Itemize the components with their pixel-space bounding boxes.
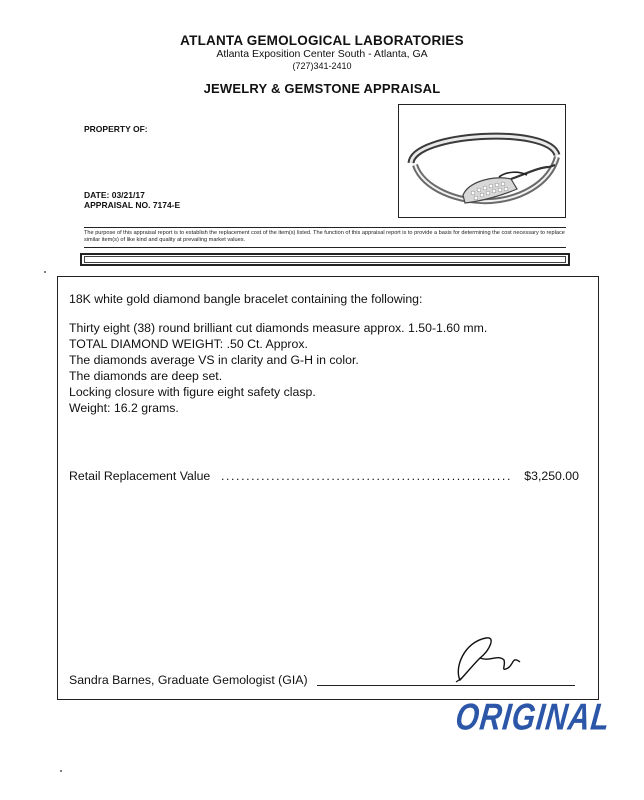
date-value: 03/21/17 [111, 190, 145, 200]
description-line: The diamonds are deep set. [69, 369, 223, 383]
document-title: JEWELRY & GEMSTONE APPRAISAL [203, 81, 441, 96]
bangle-bracelet-image [399, 105, 564, 216]
property-of-label: PROPERTY OF: [84, 124, 148, 134]
description-line: TOTAL DIAMOND WEIGHT: .50 Ct. Approx. [69, 337, 308, 351]
valuation-amount: $3,250.00 [524, 469, 579, 483]
appraisal-number-value: 7174-E [152, 200, 181, 210]
description-line: Locking closure with figure eight safety clasp. [69, 385, 316, 399]
date-line [84, 190, 145, 200]
description-line: Weight: 16.2 grams. [69, 401, 179, 415]
lab-phone: (727)341-2410 [292, 61, 352, 71]
purpose-statement: The purpose of this appraisal report is to establish the replacement cost of the item(s) listed. The function of this appraisal report is to provide a basis for determining the cost necessary to replace similar item(s) of like kind and quality at prevailing market values. [84, 230, 565, 243]
description-intro: 18K white gold diamond bangle bracelet containing the following: [69, 292, 423, 306]
divider-bar-inner [84, 256, 566, 263]
appraisal-number-label: APPRAISAL NO. [84, 200, 151, 210]
gemologist-name: Sandra Barnes, Graduate Gemologist (GIA) [69, 673, 308, 687]
description-line: Thirty eight (38) round brilliant cut diamonds measure approx. 1.50-1.60 mm. [69, 321, 488, 335]
description-line: The diamonds average VS in clarity and G-H in color. [69, 353, 359, 367]
lab-address: Atlanta Exposition Center South - Atlanta, GA [216, 48, 428, 60]
purpose-top-rule [84, 227, 566, 228]
scan-speck [44, 271, 46, 273]
item-photo [398, 104, 566, 218]
valuation-leader-dots: .......................................................... [221, 469, 512, 483]
scan-speck [60, 770, 62, 772]
handwritten-signature [450, 632, 530, 684]
valuation-label: Retail Replacement Value [69, 469, 211, 483]
appraisal-number-line [84, 200, 180, 210]
purpose-bottom-rule [84, 247, 566, 248]
signature-line [317, 685, 575, 686]
date-label: DATE: [84, 190, 110, 200]
original-stamp: ORIGINAL [453, 697, 613, 739]
lab-name: ATLANTA GEMOLOGICAL LABORATORIES [180, 33, 464, 48]
